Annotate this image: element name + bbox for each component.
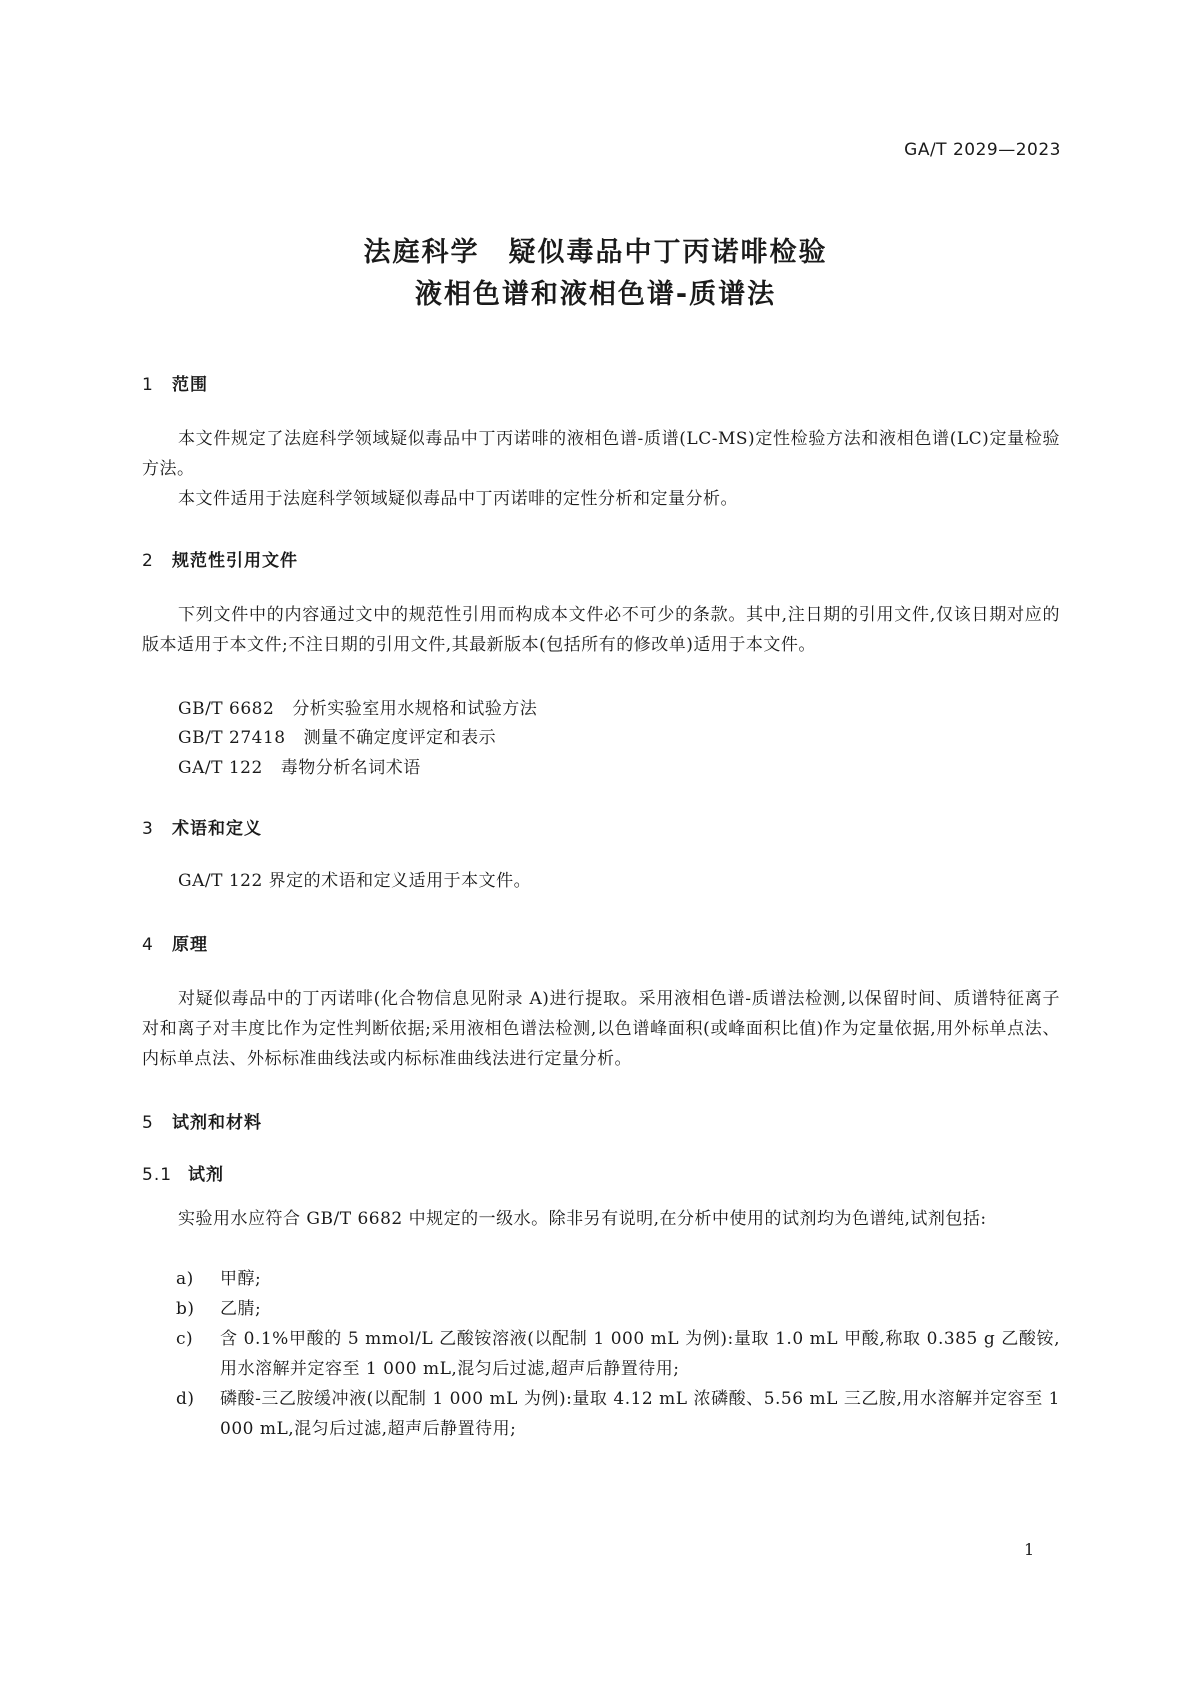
normative-reference <box>178 723 496 748</box>
section-4-paragraph-1: 对疑似毒品中的丁丙诺啡(化合物信息见附录 A)进行提取。采用液相色谱-质谱法检测,以保留时间、质谱特征离子对和离子对丰度比作为定性判断依据;采用液相色谱法检测,以色谱峰面积(或峰面积比值)作为定量依据,用外标单点法、内标单点法、外标标准曲线法或内标标准曲线法进行定量分析。 <box>142 989 1060 1069</box>
reference-code: GA/T 122 <box>178 758 263 778</box>
list-item-label: c) <box>176 1329 194 1349</box>
reference-name: 测量不确定度评定和表示 <box>303 728 497 748</box>
section-title: 试剂 <box>188 1165 224 1185</box>
section-title: 原理 <box>172 935 208 955</box>
list-item <box>176 1324 1060 1384</box>
section-5-1-heading <box>142 1160 224 1185</box>
section-1-paragraph-1: 本文件规定了法庭科学领域疑似毒品中丁丙诺啡的液相色谱-质谱(LC-MS)定性检验方法和液相色谱(LC)定量检验方法。 <box>142 429 1060 479</box>
section-1-heading <box>142 370 208 395</box>
reference-code: GB/T 6682 <box>178 699 275 719</box>
document-title-line-2: 液相色谱和液相色谱-质谱法 <box>414 279 777 310</box>
section-number: 2 <box>142 551 154 571</box>
section-2-paragraph-1: 下列文件中的内容通过文中的规范性引用而构成本文件必不可少的条款。其中,注日期的引用文件,仅该日期对应的版本适用于本文件;不注日期的引用文件,其最新版本(包括所有的修改单)适用于本文件。 <box>142 605 1060 655</box>
list-item-label: b) <box>176 1299 195 1319</box>
section-3-paragraph-1: GA/T 122 界定的术语和定义适用于本文件。 <box>178 871 532 891</box>
section-1-paragraph-2: 本文件适用于法庭科学领域疑似毒品中丁丙诺啡的定性分析和定量分析。 <box>178 489 738 509</box>
list-item-label: a) <box>176 1269 194 1289</box>
section-number: 4 <box>142 935 154 955</box>
list-item-label: d) <box>176 1389 195 1409</box>
reference-name: 毒物分析名词术语 <box>280 758 421 778</box>
section-number: 5.1 <box>142 1165 173 1185</box>
section-title: 术语和定义 <box>172 819 262 839</box>
list-item <box>176 1294 1060 1324</box>
section-title: 规范性引用文件 <box>172 551 298 571</box>
standard-code: GA/T 2029—2023 <box>904 140 1061 160</box>
list-item <box>176 1384 1060 1444</box>
document-title-line-1: 法庭科学 疑似毒品中丁丙诺啡检验 <box>363 237 828 268</box>
section-5-1-paragraph-1: 实验用水应符合 GB/T 6682 中规定的一级水。除非另有说明,在分析中使用的试剂均为色谱纯,试剂包括: <box>178 1209 987 1229</box>
list-item-text: 磷酸-三乙胺缓冲液(以配制 1 000 mL 为例):量取 4.12 mL 浓磷酸、5.56 mL 三乙胺,用水溶解并定容至 1 000 mL,混匀后过滤,超声后静置待用; <box>220 1389 1060 1439</box>
reference-code: GB/T 27418 <box>178 728 286 748</box>
list-item-text: 甲醇; <box>220 1269 262 1289</box>
section-number: 5 <box>142 1113 154 1133</box>
section-3-heading <box>142 814 262 839</box>
section-number: 1 <box>142 375 154 395</box>
list-item <box>176 1264 1060 1294</box>
normative-reference <box>178 694 537 719</box>
section-5-heading <box>142 1108 262 1133</box>
section-title: 范围 <box>172 375 208 395</box>
normative-reference <box>178 753 421 778</box>
list-item-text: 含 0.1%甲酸的 5 mmol/L 乙酸铵溶液(以配制 1 000 mL 为例):量取 1.0 mL 甲酸,称取 0.385 g 乙酸铵,用水溶解并定容至 1 000 mL,混匀后过滤,超声后静置待用; <box>220 1329 1060 1379</box>
section-2-heading <box>142 546 298 571</box>
page-number: 1 <box>1024 1540 1035 1559</box>
list-item-text: 乙腈; <box>220 1299 262 1319</box>
reference-name: 分析实验室用水规格和试验方法 <box>292 699 538 719</box>
section-title: 试剂和材料 <box>172 1113 262 1133</box>
section-4-heading <box>142 930 208 955</box>
section-number: 3 <box>142 819 154 839</box>
